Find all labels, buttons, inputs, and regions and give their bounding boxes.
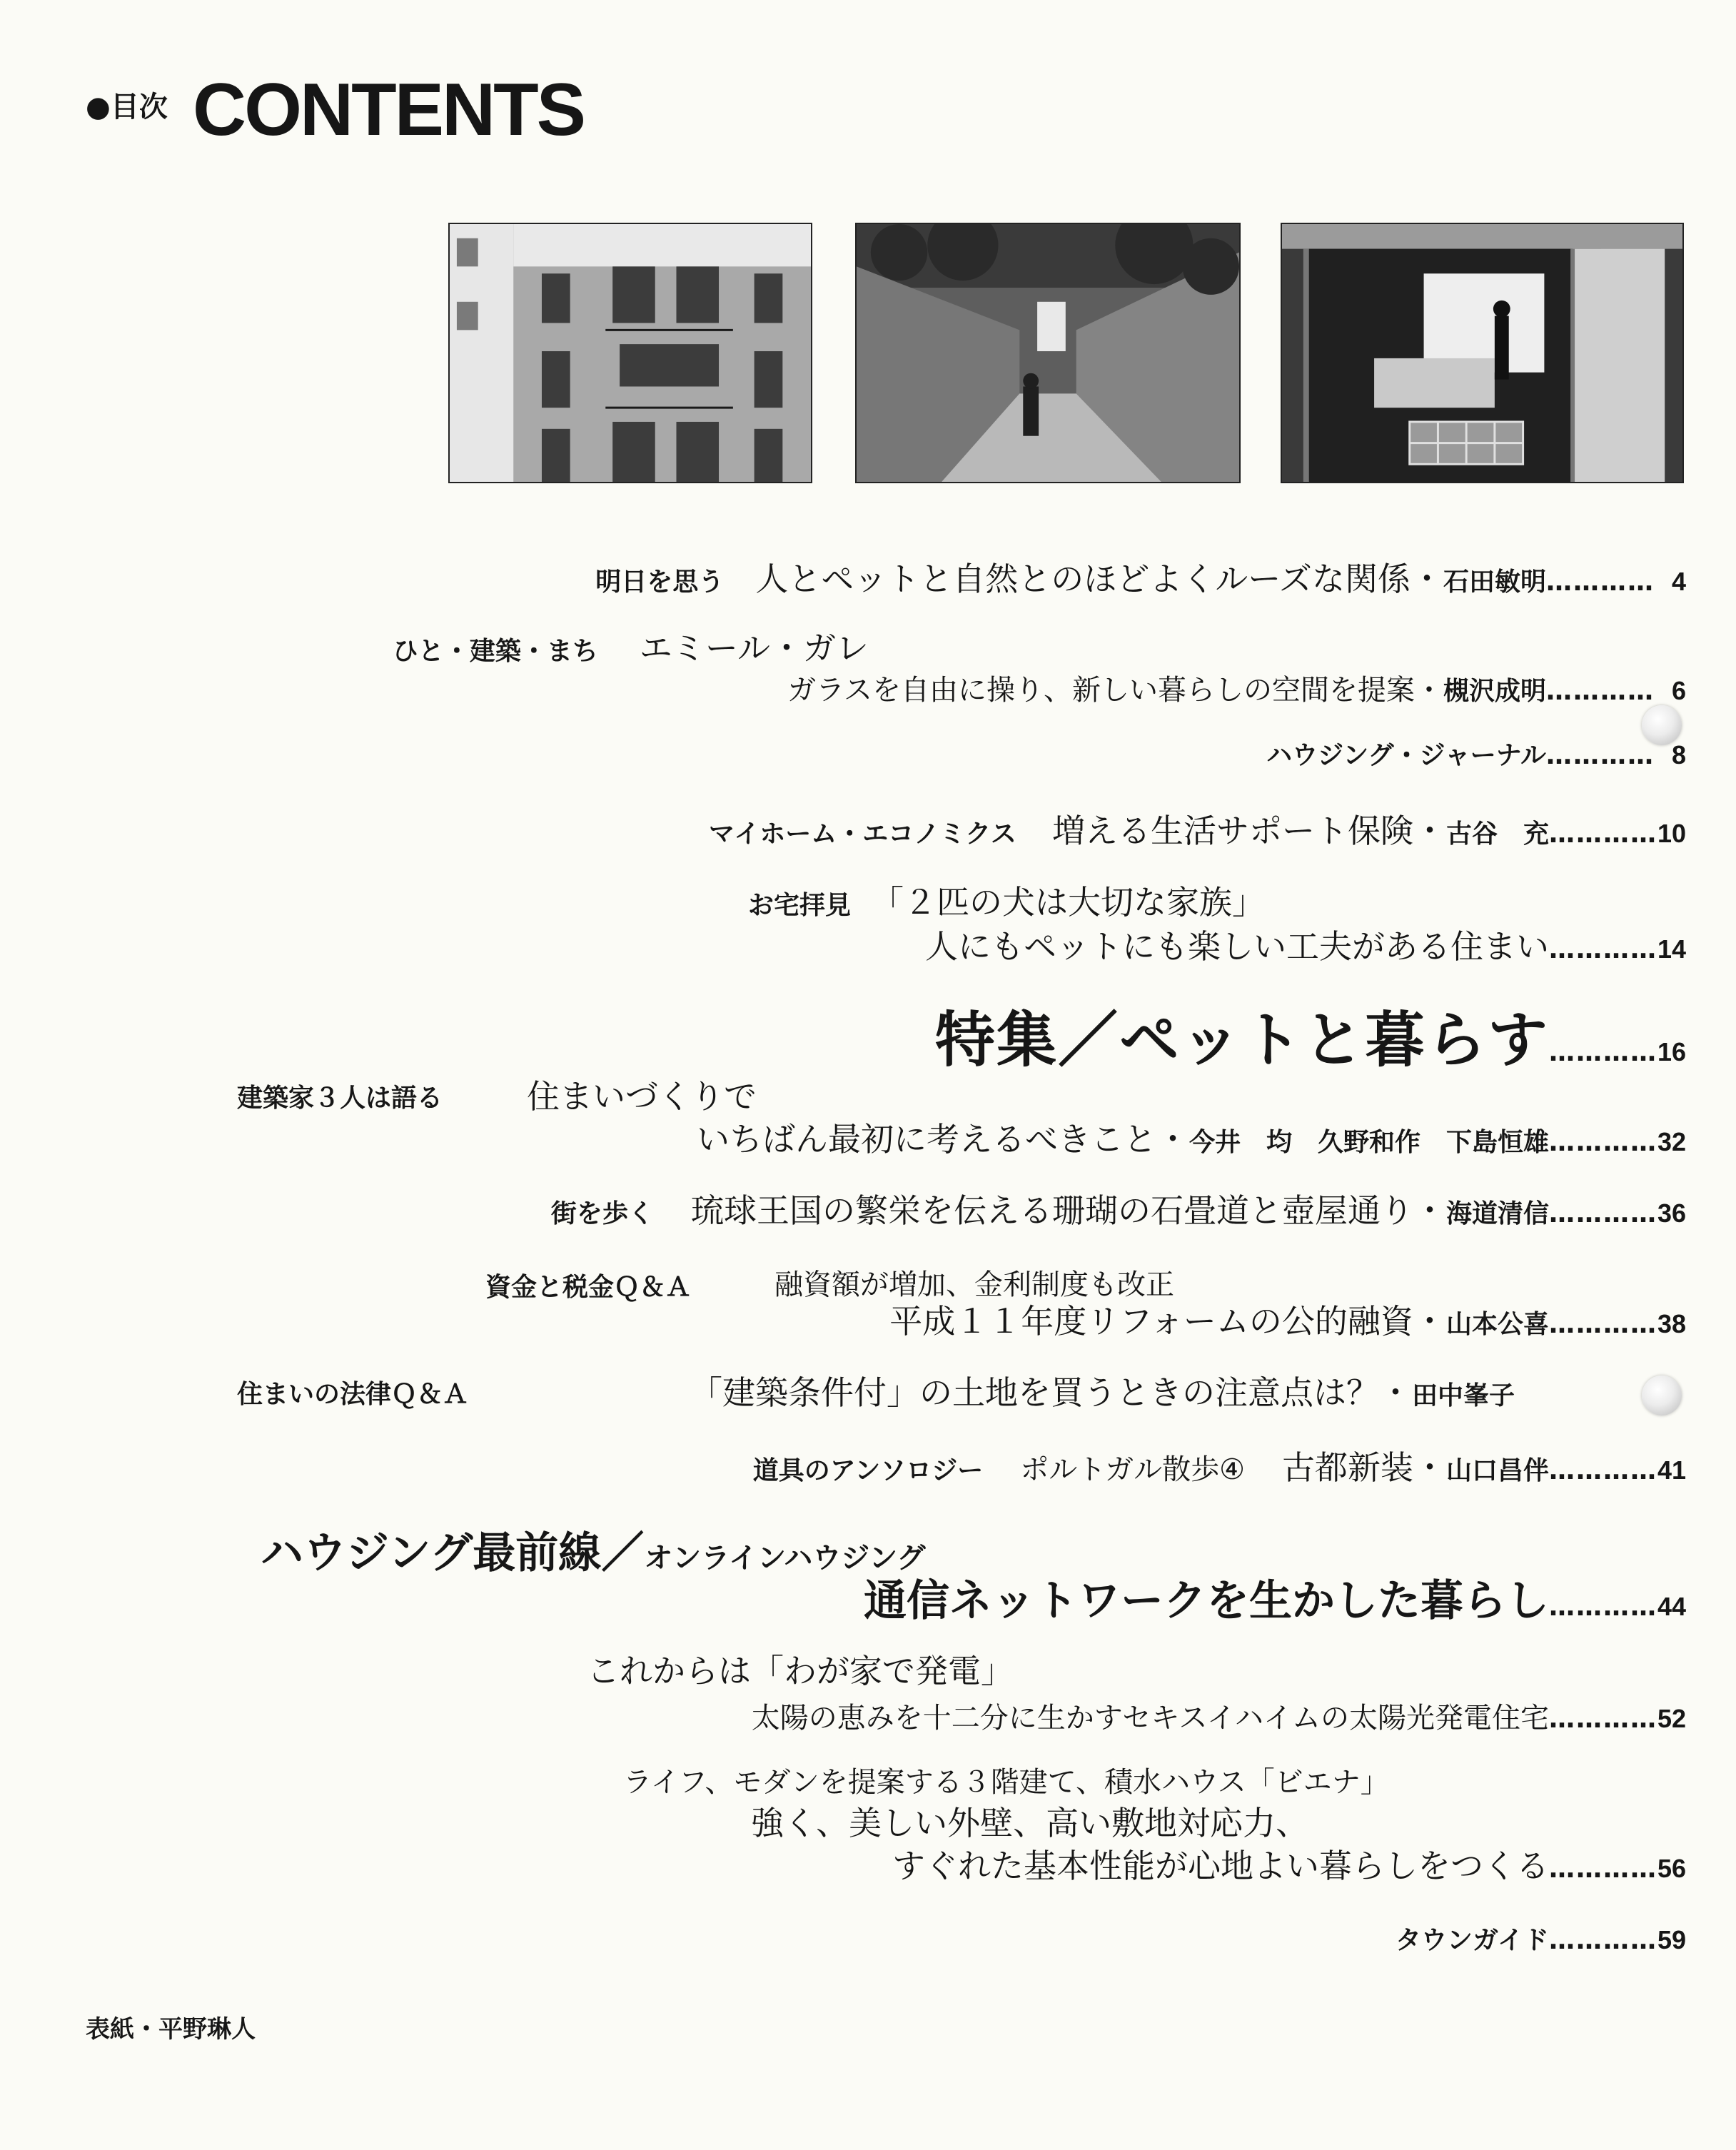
toc-leader: ………… (1548, 1199, 1657, 1228)
toc-category: 資金と税金Ｑ＆Ａ (485, 1273, 692, 1302)
contents-label: ●目次 (86, 91, 168, 123)
toc-title: ハウジング・ジャーナル (1266, 741, 1546, 770)
toc-page: 44 (1657, 1592, 1686, 1621)
stone-path-photo (855, 223, 1241, 483)
toc-page: 16 (1657, 1037, 1686, 1066)
toc-title: ライフ、モダンを提案する３階建て、積水ハウス「ビエナ」 (623, 1766, 1389, 1799)
toc-page: 59 (1657, 1925, 1686, 1954)
toc-entry[interactable] (690, 1367, 1515, 1414)
toc-subtitle: 強く、美しい外壁、高い敷地対応力、 (751, 1804, 1309, 1842)
section-kicker: オンラインハウジング (644, 1541, 926, 1575)
toc-entry[interactable] (787, 667, 1686, 708)
feature-title: 特集／ペットと暮らす (934, 1004, 1549, 1075)
toc-title: これからは「わが家で発電」 (587, 1652, 1014, 1690)
toc-author: 古谷 充 (1445, 819, 1549, 849)
toc-category: 道具のアンソロジー (752, 1456, 984, 1485)
section-title: ハウジング最前線／ (261, 1528, 645, 1578)
toc-leader: ………… (1548, 819, 1657, 849)
toc-entry[interactable] (551, 1185, 1686, 1232)
toc-page: 8 (1671, 740, 1686, 769)
building-facade-photo (448, 223, 812, 483)
toc-entry-head[interactable] (748, 877, 1265, 924)
toc-leader: ………… (1545, 677, 1655, 706)
toc-leader: ………… (1548, 1456, 1657, 1485)
toc-entry-head[interactable] (261, 1519, 926, 1580)
toc-subtitle: すぐれた基本性能が心地よい暮らしをつくる (892, 1847, 1549, 1885)
toc-entry-feature[interactable] (935, 992, 1686, 1079)
toc-category: ひと・建築・まち (392, 637, 598, 666)
page-title: CONTENTS (193, 69, 584, 151)
toc-page: 6 (1671, 676, 1686, 705)
toc-entry-head[interactable] (393, 622, 869, 670)
toc-page: 41 (1657, 1455, 1686, 1485)
toc-author: 槻沢成明 (1443, 677, 1546, 706)
toc-entry[interactable] (889, 1296, 1686, 1343)
toc-category: 街を歩く (550, 1199, 654, 1228)
toc-title: タウンガイド (1396, 1926, 1549, 1955)
house-interior-photo (1281, 223, 1684, 483)
toc-subtitle: ポルトガル散歩④ (1020, 1453, 1245, 1486)
toc-category: お宅拝見 (747, 891, 851, 920)
toc-title: 住まいづくりで (527, 1077, 757, 1116)
toc-page: 14 (1657, 934, 1686, 964)
toc-author: 石田敏明 (1443, 567, 1546, 597)
toc-page: 38 (1657, 1309, 1686, 1338)
binder-hole-bottom (1642, 1376, 1682, 1415)
toc-subtitle: 平成１１年度リフォームの公的融資・ (889, 1302, 1446, 1341)
toc-page: 36 (1657, 1198, 1686, 1228)
toc-leader: ………… (1548, 1926, 1657, 1955)
toc-title: 増える生活サポート保険・ (1051, 812, 1446, 850)
toc-subtitle: いちばん最初に考えるべきこと・ (696, 1120, 1189, 1159)
toc-leader: ………… (1548, 1038, 1657, 1067)
toc-entry[interactable] (752, 1695, 1686, 1736)
toc-entry[interactable] (1266, 735, 1686, 772)
toc-category: 建築家３人は語る (237, 1084, 443, 1113)
toc-page: 10 (1657, 819, 1686, 848)
toc-entry[interactable] (753, 1442, 1686, 1489)
toc-title: エミール・ガレ (639, 629, 869, 667)
toc-subtitle: 人にもペットにも楽しい工夫がある住まい (924, 927, 1549, 966)
toc-page: 56 (1657, 1854, 1686, 1883)
toc-title: 古都新装・ (1281, 1448, 1446, 1487)
toc-category: マイホーム・エコノミクス (709, 819, 1016, 849)
toc-author: 山口昌伴 (1445, 1456, 1549, 1485)
toc-category: 明日を思う (595, 567, 725, 597)
toc-leader: ………… (1548, 1310, 1657, 1339)
toc-leader: ………… (1548, 1593, 1657, 1622)
toc-entry[interactable] (864, 1567, 1686, 1628)
toc-leader: ………… (1548, 1854, 1657, 1884)
toc-page: 52 (1657, 1704, 1686, 1733)
toc-category: 住まいの法律Ｑ＆Ａ (237, 1380, 469, 1409)
toc-entry[interactable] (697, 1114, 1686, 1161)
toc-title: 「２匹の犬は大切な家族」 (871, 883, 1265, 922)
toc-leader: ………… (1548, 1705, 1657, 1734)
toc-subtitle: 太陽の恵みを十二分に生かすセキスイハイムの太陽光発電住宅 (751, 1702, 1549, 1735)
toc-author: 山本公喜 (1445, 1310, 1549, 1339)
toc-leader: ………… (1548, 935, 1657, 964)
cover-credit: 表紙・平野琳人 (86, 2015, 256, 2044)
toc-leader: ………… (1545, 741, 1655, 770)
toc-title: 人とペットと自然とのほどよくルーズな関係・ (755, 560, 1443, 598)
toc-page: 32 (1657, 1127, 1686, 1156)
toc-title: 融資額が増加、金利制度も改正 (774, 1268, 1174, 1301)
toc-title: 通信ネットワークを生かした暮らし (863, 1576, 1549, 1626)
toc-author: 今井 均 久野和作 下島恒雄 (1189, 1128, 1549, 1157)
toc-page: 4 (1671, 567, 1686, 596)
toc-subtitle: ガラスを自由に操り、新しい暮らしの空間を提案・ (787, 674, 1443, 707)
toc-leader: ………… (1548, 1128, 1657, 1157)
toc-entry[interactable] (595, 553, 1686, 600)
toc-title: 「建築条件付」の土地を買うときの注意点は？・ (689, 1373, 1412, 1412)
toc-title: 琉球王国の繁栄を伝える珊瑚の石畳道と壺屋通り・ (690, 1191, 1446, 1230)
toc-entry[interactable] (1396, 1920, 1686, 1957)
toc-entry[interactable] (709, 805, 1686, 852)
toc-leader: ………… (1545, 567, 1655, 597)
toc-author: 海道清信 (1445, 1199, 1549, 1228)
toc-entry[interactable] (925, 921, 1686, 968)
toc-author: 田中峯子 (1411, 1381, 1515, 1410)
toc-entry[interactable] (892, 1840, 1686, 1887)
